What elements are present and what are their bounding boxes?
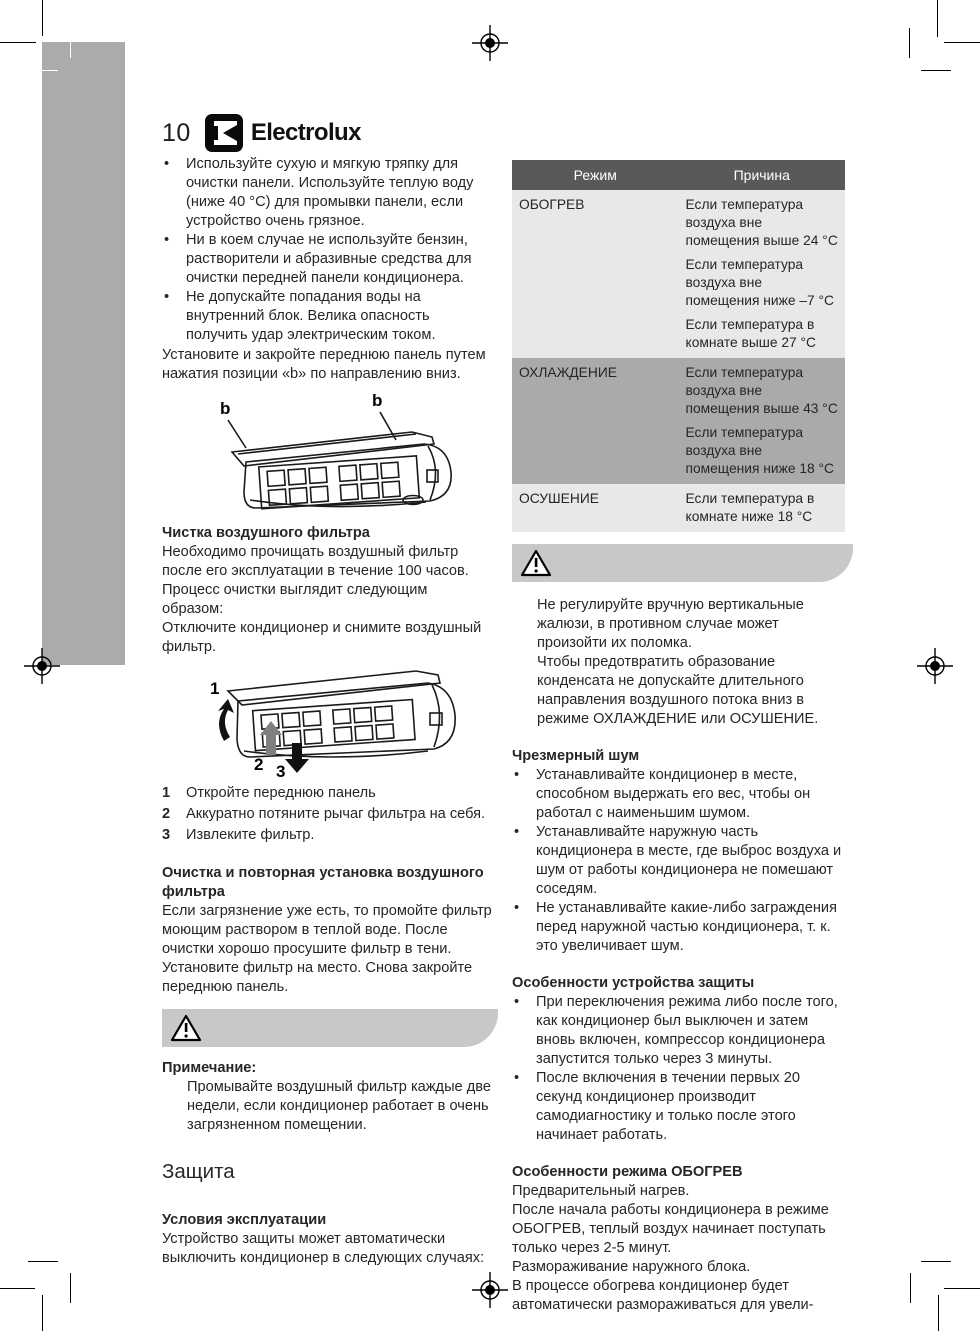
crop-mark: [938, 1295, 939, 1331]
reason-text: Если температура воздуха вне помещения ниже –7 °C: [685, 257, 835, 308]
crop-mark: [70, 28, 71, 58]
warning-bar: [512, 544, 853, 582]
filter-steps: [162, 783, 492, 846]
list-item: [162, 804, 492, 825]
list-item: • Ни в коем случае не используйте бензин, растворители и абразивные средства для очистки передней панели кондиционера.: [162, 231, 492, 288]
section-body: Размораживание наружного блока.: [512, 1259, 751, 1275]
section-heading: Чистка воздушного фильтра: [162, 525, 370, 541]
reason-text: Если температура в комнате ниже 18 °C: [685, 491, 815, 524]
list-item: • Используйте сухую и мягкую тряпку для очистки панели. Используйте теплую воду (ниже 40 °C) для промывки панели, если устройство очень грязное.: [162, 155, 492, 231]
section-heading: Чрезмерный шум: [512, 748, 640, 764]
diagram-label: 1: [210, 679, 220, 698]
reason-cell: [679, 190, 846, 358]
mode-cell: ОБОГРЕВ: [512, 190, 679, 358]
electrolux-logo-icon: [205, 114, 243, 152]
diagram-label: 2: [254, 755, 264, 774]
crop-mark: [0, 42, 36, 43]
table-row: [512, 358, 845, 484]
section-body: В процессе обогрева кондиционер будет автоматически размораживаться для увели-: [512, 1278, 814, 1313]
registration-mark-icon: [472, 25, 508, 61]
step-number: 1: [162, 785, 171, 801]
step-text: Откройте переднюю панель: [186, 785, 376, 801]
warning-icon: [170, 1013, 202, 1043]
section-body: Устройство защиты может автоматически выключить кондиционер в следующих случаях:: [162, 1231, 485, 1266]
reason-text: Если температура в комнате выше 27 °C: [685, 317, 816, 350]
table-row: [512, 484, 845, 532]
crop-mark: [909, 28, 910, 58]
column-header: Причина: [679, 160, 846, 190]
note-label: Примечание:: [162, 1060, 257, 1076]
warning-icon: [520, 548, 552, 578]
warning-bar: [162, 1009, 498, 1047]
crop-mark: [0, 1288, 35, 1289]
diagram-label: b: [372, 391, 383, 410]
mode-cell: ОСУШЕНИЕ: [512, 484, 679, 532]
section-body: Предварительный нагрев.: [512, 1183, 690, 1199]
list-item: [162, 825, 492, 846]
section-heading: Особенности режима ОБОГРЕВ: [512, 1164, 743, 1180]
list-item: • При переключения режима либо после того, как кондиционер был выключен и затем вновь включен, компрессор кондиционера запустится только через 3 минуты.: [512, 993, 847, 1069]
care-bullet-list: [162, 155, 492, 345]
warning-text: Чтобы предотвратить образование конденсата не допускайте длительного направления воздушного потока вниз в режиме ОХЛАЖДЕНИЕ или ОСУШЕНИЕ.: [537, 654, 819, 727]
section-heading: Условия эксплуатации: [162, 1212, 327, 1228]
section-heading: Особенности устройства защиты: [512, 975, 755, 991]
crop-mark: [28, 70, 58, 71]
list-item: • После включения в течении первых 20 секунд кондиционер производит самодиагностику и только после этого начинает работать.: [512, 1069, 847, 1145]
protection-bullet-list: [512, 993, 847, 1145]
registration-mark-icon: [472, 1272, 508, 1308]
sidebar-gray-block: [42, 42, 125, 665]
right-column: [512, 160, 847, 1315]
diagram-label: 3: [276, 762, 286, 781]
reason-cell: [679, 358, 846, 484]
diagram-remove-filter: [162, 663, 492, 779]
step-number: 3: [162, 827, 171, 843]
crop-mark: [944, 1288, 980, 1289]
crop-mark: [937, 0, 938, 37]
mode-reason-table: [512, 160, 845, 532]
reason-text: Если температура воздуха вне помещения ниже 18 °C: [685, 425, 835, 476]
page-number: 10: [162, 118, 191, 147]
section-body: После начала работы кондиционера в режиме ОБОГРЕВ, теплый воздух начинает поступать только через 2-5 минут.: [512, 1202, 829, 1256]
crop-mark: [42, 1295, 43, 1331]
reason-text: Если температура воздуха вне помещения выше 43 °C: [685, 365, 838, 416]
left-column: [162, 155, 492, 1268]
table-header-row: [512, 160, 845, 190]
crop-mark: [910, 1273, 911, 1303]
step-number: 2: [162, 806, 171, 822]
crop-mark: [42, 0, 43, 36]
table-row: [512, 190, 845, 358]
crop-mark: [28, 1261, 58, 1262]
list-item: • Не допускайте попадания воды на внутренний блок. Велика опасность получить удар электрическим током.: [162, 288, 492, 345]
step-text: Извлеките фильтр.: [186, 827, 315, 843]
crop-mark: [70, 1273, 71, 1303]
note-body: Промывайте воздушный фильтр каждые две недели, если кондиционер работает в очень загрязненном помещении.: [187, 1079, 491, 1133]
air-conditioner-drawing: [180, 390, 480, 518]
air-conditioner-drawing: [180, 663, 490, 779]
diagram-close-panel: [162, 390, 492, 518]
mode-cell: ОХЛАЖДЕНИЕ: [512, 358, 679, 484]
list-item: • Не устанавливайте какие-либо заграждения перед наружной частью кондиционера, т. к. это увеличивает шум.: [512, 899, 847, 956]
crop-mark: [921, 70, 951, 71]
step-text: Аккуратно потяните рычаг фильтра на себя.: [186, 806, 486, 822]
section-body: Отключите кондиционер и снимите воздушный фильтр.: [162, 620, 482, 655]
page-header: [162, 114, 361, 152]
section-body: Необходимо прочищать воздушный фильтр после его эксплуатации в течение 100 часов. Процесс очистки выглядит следующим образом:: [162, 544, 469, 617]
close-panel-text: Установите и закройте переднюю панель путем нажатия позиции «b» по направлению вниз.: [162, 347, 486, 382]
list-item: • Устанавливайте кондиционер в месте, способном выдержать его вес, чтобы он работал с наименьшим шумом.: [512, 766, 847, 823]
warning-text: Не регулируйте вручную вертикальные жалюзи, в противном случае может произойти их поломка.: [537, 597, 804, 651]
electrolux-logo: [205, 114, 361, 152]
registration-mark-icon: [917, 648, 953, 684]
list-item: [162, 783, 492, 804]
section-heading: Очистка и повторная установка воздушного фильтра: [162, 865, 484, 900]
chapter-heading: Защита: [162, 1160, 235, 1183]
list-item: • Устанавливайте наружную часть кондиционера в месте, где выброс воздуха и шум от работы кондиционера не помешают соседям.: [512, 823, 847, 899]
reason-cell: [679, 484, 846, 532]
section-body: Если загрязнение уже есть, то промойте фильтр моющим раствором в теплой воде. После очистки хорошо просушите фильтр в тени. Установите фильтр на место. Снова закройте переднюю панель.: [162, 903, 492, 995]
brand-wordmark: Electrolux: [250, 119, 361, 146]
registration-mark-icon: [24, 648, 60, 684]
noise-bullet-list: [512, 766, 847, 956]
column-header: Режим: [512, 160, 679, 190]
crop-mark: [944, 42, 980, 43]
reason-text: Если температура воздуха вне помещения выше 24 °C: [685, 197, 838, 248]
diagram-label: b: [220, 399, 231, 418]
crop-mark: [921, 1261, 951, 1262]
